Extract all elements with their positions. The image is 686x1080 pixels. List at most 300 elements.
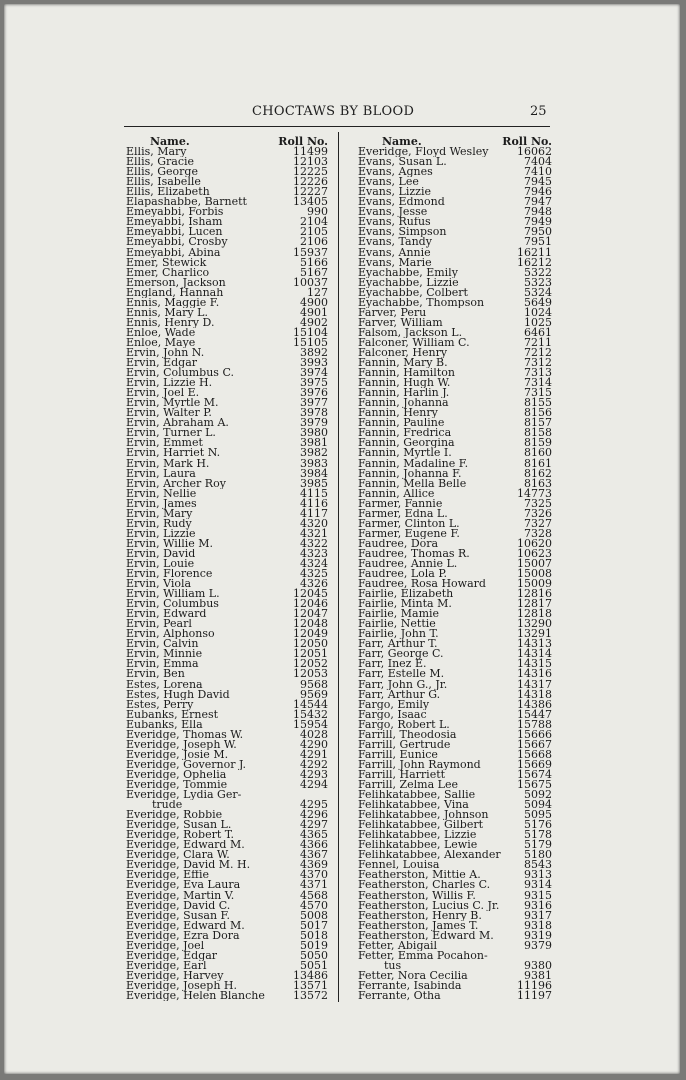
entry-roll-number: 4901 — [300, 305, 328, 319]
entry-name: Fetter, Nora Cecilia — [358, 970, 468, 981]
entry-name: Evans, Edmond — [358, 197, 445, 208]
entry-roll-number: 12050 — [293, 637, 328, 651]
entry-name: Ervin, Alphonso — [126, 629, 215, 640]
roll-entry — [358, 335, 552, 349]
roll-entry — [358, 466, 552, 480]
entry-roll-number: 3981 — [300, 436, 328, 450]
entry-name: Fannin, Harlin J. — [358, 388, 450, 399]
roll-entry — [126, 938, 328, 952]
entry-name: Everidge, Clara W. — [126, 850, 230, 861]
entry-name: Fannin, Henry — [358, 408, 438, 419]
entry-name: Fannin, Johanna — [358, 398, 449, 409]
entry-roll-number: 5179 — [524, 838, 552, 852]
entry-roll-number: 14386 — [517, 697, 552, 711]
entry-name: Farrill, Gertrude — [358, 739, 451, 750]
entry-name: Ervin, Edgar — [126, 358, 198, 369]
entry-name: Estes, Lorena — [126, 679, 203, 690]
roll-entry — [126, 747, 328, 761]
entry-name: Ervin, Lizzie — [126, 528, 196, 539]
entry-name: Farrill, Eunice — [358, 749, 438, 760]
roll-entry — [358, 918, 552, 932]
column-divider — [338, 132, 339, 1002]
entry-roll-number: 5178 — [524, 828, 552, 842]
entry-roll-number: 8157 — [524, 416, 552, 430]
entry-name: Fannin, Mary B. — [358, 358, 448, 369]
roll-entry — [126, 810, 328, 820]
roll-entry — [358, 810, 552, 820]
entry-name: Felihkatabbee, Lewie — [358, 840, 478, 851]
entry-roll-number: 1025 — [524, 315, 552, 329]
entry-name: Fannin, Johanna F. — [358, 468, 462, 479]
entry-roll-number: 2105 — [300, 225, 328, 239]
roll-entry — [358, 217, 552, 227]
roll-entry — [126, 448, 328, 458]
entry-name: Ennis, Maggie F. — [126, 297, 220, 308]
entry-roll-number: 14316 — [517, 667, 552, 681]
entry-roll-number: 8161 — [524, 456, 552, 470]
entry-roll-number: 5324 — [524, 285, 552, 299]
entry-roll-number: 15937 — [293, 245, 328, 259]
entry-roll-number: 4117 — [300, 506, 328, 520]
entry-name: Ervin, Columbus C. — [126, 368, 234, 379]
entry-name: Everidge, Edgar — [126, 950, 218, 961]
entry-roll-number: 4366 — [300, 838, 328, 852]
entry-roll-number: 15788 — [517, 717, 552, 731]
entry-roll-number: 4028 — [300, 727, 328, 741]
entry-roll-number: 12226 — [293, 175, 328, 189]
entry-name: Everidge, Joseph W. — [126, 739, 237, 750]
entry-name: Estes, Perry — [126, 699, 194, 710]
entry-name: Evans, Rufus — [358, 217, 431, 228]
roll-entry — [358, 147, 552, 157]
entry-roll-number: 12047 — [293, 607, 328, 621]
roll-entry — [126, 506, 328, 520]
roll-entry — [358, 345, 552, 359]
roll-entry — [126, 988, 328, 1002]
entry-name: Felihkatabbee, Gilbert — [358, 820, 484, 831]
entry-name: Ervin, Walter P. — [126, 408, 212, 419]
entry-roll-number: 15432 — [293, 707, 328, 721]
entry-name: Fannin, Allice — [358, 488, 435, 499]
roll-entry — [126, 217, 328, 227]
entry-name: Ervin, Willie M. — [126, 538, 214, 549]
entry-name: Faudree, Lola P. — [358, 569, 448, 580]
entry-roll-number: 15007 — [517, 556, 552, 570]
entry-roll-number: 13572 — [293, 988, 328, 1002]
entry-name: Ferrante, Otha — [358, 990, 441, 1002]
entry-name: Ennis, Mary L. — [126, 307, 208, 318]
entry-name: Eyachabbe, Thompson — [358, 297, 485, 308]
entry-roll-number: 7315 — [524, 386, 552, 400]
entry-roll-number: 7328 — [524, 526, 552, 540]
entry-roll-number: 2106 — [300, 235, 328, 249]
entry-roll-number: 7312 — [524, 356, 552, 370]
header-rule — [124, 126, 550, 127]
roll-entry — [126, 398, 328, 408]
entry-roll-number: 3977 — [300, 396, 328, 410]
roll-entry — [126, 800, 328, 810]
roll-entry — [126, 476, 328, 490]
entry-name: Eyachabbe, Emily — [358, 267, 458, 278]
entry-roll-number: 12225 — [293, 165, 328, 179]
entry-name: Faudree, Thomas R. — [358, 548, 470, 559]
entry-roll-number: 12227 — [293, 185, 328, 199]
entry-roll-number: 7314 — [524, 376, 552, 390]
roll-entry — [126, 757, 328, 771]
entry-name: tus — [384, 960, 402, 971]
roll-entry — [358, 496, 552, 510]
entry-roll-number: 15669 — [517, 757, 552, 771]
entry-name: Ellis, Elizabeth — [126, 187, 210, 198]
roll-entry — [126, 345, 328, 359]
entry-name: Ervin, Edward — [126, 609, 207, 620]
roll-entry — [358, 325, 552, 339]
entry-roll-number: 3979 — [300, 416, 328, 430]
entry-roll-number: 4291 — [300, 747, 328, 761]
entry-name: Ellis, Isabelle — [126, 177, 201, 188]
entry-name: Everidge, Lydia Ger- — [126, 790, 242, 801]
entry-name: Everidge, Robbie — [126, 810, 223, 821]
entry-roll-number: 10623 — [517, 546, 552, 560]
entry-roll-number: 4370 — [300, 868, 328, 882]
roll-entry — [358, 516, 552, 530]
entry-roll-number: 4900 — [300, 295, 328, 309]
roll-entry — [358, 951, 552, 961]
entry-roll-number: 8156 — [524, 406, 552, 420]
roll-entry — [126, 677, 328, 691]
roll-entry — [126, 569, 328, 579]
entry-name: Everidge, Susan F. — [126, 910, 230, 921]
entry-roll-number: 7410 — [524, 165, 552, 179]
entry-roll-number: 7947 — [524, 195, 552, 209]
roll-entry — [358, 315, 552, 329]
entry-name: Everidge, Martin V. — [126, 890, 235, 901]
entry-name: Emeyabbi, Abina — [126, 247, 221, 258]
roll-entry — [126, 456, 328, 470]
entry-roll-number: 9315 — [524, 888, 552, 902]
roll-entry — [126, 516, 328, 530]
entry-name: Ervin, Louie — [126, 558, 195, 570]
entry-name: Featherston, Charles C. — [358, 880, 491, 891]
entry-name: Farr, Arthur T. — [358, 639, 438, 650]
entry-roll-number: 3993 — [300, 356, 328, 370]
entry-name: Everidge, Earl — [126, 960, 207, 971]
entry-name: Fannin, Georgina — [358, 438, 455, 449]
entry-name: Emeyabbi, Isham — [126, 217, 223, 228]
entry-roll-number: 12052 — [293, 657, 328, 671]
entry-roll-number: 15675 — [517, 778, 552, 791]
entry-name: Farrill, John Raymond — [358, 759, 481, 770]
entry-name: Ervin, Minnie — [126, 649, 203, 660]
roll-entry — [358, 908, 552, 922]
entry-name: Farr, Arthur G. — [358, 689, 441, 700]
entry-name: Fargo, Emily — [358, 699, 430, 710]
entry-name: Fargo, Isaac — [358, 709, 427, 720]
roll-entry — [358, 438, 552, 448]
entry-roll-number: 5166 — [300, 255, 328, 269]
entry-name: Fairlie, Minta M. — [358, 599, 452, 610]
document-page — [4, 4, 680, 1074]
entry-name: Emeyabbi, Forbis — [126, 207, 224, 218]
entry-name: Everidge, David C. — [126, 900, 231, 911]
entry-name: Ervin, Abraham A. — [126, 418, 229, 429]
roll-entry — [358, 958, 552, 972]
entry-name: Farrill, Zelma Lee — [358, 780, 458, 791]
entry-roll-number: 5649 — [524, 295, 552, 309]
right-column — [358, 137, 552, 1001]
entry-roll-number: 15105 — [293, 335, 328, 349]
entry-roll-number: 4116 — [300, 496, 328, 510]
roll-entry — [358, 938, 552, 952]
entry-roll-number: 4324 — [300, 556, 328, 570]
entry-roll-number: 16212 — [517, 255, 552, 269]
roll-entry — [126, 767, 328, 781]
roll-entry — [126, 305, 328, 319]
entry-name: Ervin, Emma — [126, 659, 199, 670]
entry-roll-number: 4321 — [300, 526, 328, 540]
entry-roll-number: 16211 — [517, 245, 552, 259]
entry-name: Felihkatabbee, Vina — [358, 800, 469, 811]
entry-roll-number: 13290 — [517, 617, 552, 631]
entry-roll-number: 15104 — [293, 325, 328, 339]
entry-name: Fannin, Fredrica — [358, 428, 452, 439]
entry-name: Farrill, Harriett — [358, 769, 446, 780]
roll-entry — [358, 418, 552, 428]
entry-roll-number: 3975 — [300, 376, 328, 390]
roll-entry — [358, 227, 552, 237]
entry-name: Eubanks, Ella — [126, 719, 203, 730]
entry-name: Farr, George C. — [358, 649, 444, 660]
entry-name: Ervin, Columbus — [126, 599, 219, 610]
entry-roll-number: 9316 — [524, 898, 552, 912]
entry-roll-number: 5176 — [524, 818, 552, 832]
entry-name: Felihkatabbee, Johnson — [358, 810, 489, 821]
entry-roll-number: 12046 — [293, 597, 328, 611]
entry-name: Ervin, Pearl — [126, 619, 192, 630]
entry-name: Ervin, Viola — [126, 579, 192, 590]
entry-roll-number: 6461 — [524, 325, 552, 339]
roll-entry — [126, 870, 328, 880]
entry-roll-number: 15674 — [517, 767, 552, 781]
entry-roll-number: 3978 — [300, 406, 328, 420]
entry-roll-number: 3984 — [300, 466, 328, 480]
roll-entry — [358, 255, 552, 269]
roll-entry — [126, 850, 328, 860]
entry-roll-number: 5167 — [300, 265, 328, 279]
entry-name: Felihkatabbee, Lizzie — [358, 830, 477, 841]
page-title: CHOCTAWS BY BLOOD — [252, 104, 415, 119]
entry-roll-number: 5094 — [524, 798, 552, 812]
roll-entry — [126, 388, 328, 398]
entry-roll-number: 12103 — [293, 155, 328, 169]
entry-roll-number: 5008 — [300, 908, 328, 922]
entry-roll-number: 14314 — [517, 647, 552, 661]
entry-name: Farr, Inez E. — [358, 659, 427, 670]
roll-entry — [358, 780, 552, 790]
roll-entry — [126, 737, 328, 751]
roll-entry — [358, 448, 552, 458]
page-number: 25 — [530, 104, 547, 119]
roll-entry — [126, 197, 328, 207]
entry-roll-number: 4365 — [300, 828, 328, 842]
entry-roll-number: 9317 — [524, 908, 552, 922]
entry-name: Farver, Peru — [358, 307, 427, 318]
roll-entry — [126, 546, 328, 560]
entry-roll-number: 5018 — [300, 928, 328, 942]
entry-name: Ervin, Rudy — [126, 518, 192, 529]
roll-entry — [358, 378, 552, 388]
roll-entry — [358, 840, 552, 850]
roll-entry — [126, 335, 328, 349]
entry-roll-number: 1024 — [524, 305, 552, 319]
roll-entry — [358, 358, 552, 368]
entry-name: Felihkatabbee, Sallie — [358, 790, 476, 801]
entry-name: Everidge, Josie M. — [126, 749, 229, 760]
roll-entry — [358, 880, 552, 890]
entry-name: trude — [152, 800, 183, 811]
entry-name: Enloe, Maye — [126, 337, 196, 348]
entry-name: Fairlie, Elizabeth — [358, 589, 454, 600]
entry-roll-number: 13405 — [293, 195, 328, 209]
roll-entry — [126, 908, 328, 922]
entry-name: Ellis, George — [126, 167, 198, 178]
roll-entry — [358, 870, 552, 880]
roll-entry — [126, 860, 328, 870]
entry-name: Fetter, Abigail — [358, 940, 438, 951]
entry-name: Ervin, William L. — [126, 589, 220, 600]
roll-entry — [358, 167, 552, 177]
entry-roll-number: 4323 — [300, 546, 328, 560]
entry-roll-number: 10037 — [293, 275, 328, 289]
roll-entry — [126, 285, 328, 299]
entry-name: Fannin, Hamilton — [358, 368, 455, 379]
roll-entry — [126, 496, 328, 510]
entry-roll-number: 4325 — [300, 567, 328, 581]
entry-roll-number: 14544 — [293, 697, 328, 711]
entry-name: Emer, Charlico — [126, 267, 210, 278]
entry-roll-number: 12818 — [517, 607, 552, 621]
roll-header: Roll No. — [278, 135, 328, 148]
entry-roll-number: 3982 — [300, 446, 328, 460]
roll-entry — [126, 780, 328, 790]
roll-entry — [358, 398, 552, 408]
roll-entry — [126, 486, 328, 500]
entry-roll-number: 10620 — [517, 536, 552, 550]
entry-roll-number: 9379 — [524, 938, 552, 952]
entry-roll-number: 16062 — [517, 145, 552, 159]
entry-roll-number: 5323 — [524, 275, 552, 289]
entry-roll-number: 15447 — [517, 707, 552, 721]
entry-roll-number: 127 — [307, 285, 328, 299]
entry-name: Everidge, Edward M. — [126, 840, 245, 851]
entry-roll-number: 7946 — [524, 185, 552, 199]
roll-entry — [126, 275, 328, 289]
entry-roll-number: 3892 — [300, 345, 328, 359]
entry-name: Featherston, Lucius C. Jr. — [358, 900, 500, 911]
entry-name: Evans, Tandy — [358, 237, 432, 248]
entry-roll-number: 7327 — [524, 516, 552, 530]
entry-name: Featherston, Mittie A. — [358, 870, 481, 881]
roll-entry — [126, 880, 328, 890]
roll-entry — [126, 526, 328, 540]
roll-entry — [358, 860, 552, 870]
entry-name: Fannin, Madaline F. — [358, 458, 469, 469]
entry-name: Fetter, Emma Pocahon- — [358, 950, 488, 961]
entry-roll-number: 13486 — [293, 968, 328, 982]
entry-name: Evans, Lee — [358, 177, 419, 188]
entry-roll-number: 3983 — [300, 456, 328, 470]
entry-name: Evans, Marie — [358, 257, 432, 268]
roll-entry — [126, 428, 328, 438]
entry-roll-number: 9313 — [524, 868, 552, 882]
roll-entry — [126, 536, 328, 550]
entry-roll-number: 5180 — [524, 848, 552, 862]
entry-name: Faudree, Rosa Howard — [358, 579, 486, 590]
roll-entry — [358, 177, 552, 187]
entry-name: Elapashabbe, Barnett — [126, 197, 247, 208]
name-header: Name. — [150, 137, 190, 148]
roll-entry — [126, 358, 328, 368]
left-column — [126, 137, 328, 1001]
entry-name: Everidge, Floyd Wesley — [358, 147, 489, 158]
roll-entry — [126, 227, 328, 237]
entry-name: Ferrante, Isabinda — [358, 980, 462, 991]
entry-roll-number: 14773 — [517, 486, 552, 500]
entry-name: Emerson, Jackson — [126, 277, 226, 288]
roll-entry — [358, 207, 552, 217]
entry-roll-number: 12048 — [293, 617, 328, 631]
roll-entry — [358, 888, 552, 902]
entry-name: Felihkatabbee, Alexander — [358, 850, 501, 861]
roll-entry — [358, 408, 552, 418]
entry-name: Ervin, Ben — [126, 669, 185, 680]
entry-name: Everidge, Helen Blanche — [126, 990, 265, 1002]
entry-name: Ennis, Henry D. — [126, 317, 215, 328]
roll-entry — [358, 197, 552, 207]
roll-entry — [126, 245, 328, 259]
roll-entry — [126, 717, 328, 731]
entry-name: Falconer, Henry — [358, 347, 448, 359]
entry-name: Eubanks, Ernest — [126, 709, 219, 720]
entry-name: England, Hannah — [126, 287, 224, 298]
entry-name: Featherston, Edward M. — [358, 930, 494, 941]
entry-roll-number: 9314 — [524, 878, 552, 892]
entry-name: Evans, Agnes — [358, 167, 433, 178]
entry-name: Farmer, Fannie — [358, 498, 443, 509]
roll-entry — [126, 840, 328, 850]
entry-name: Fairlie, Mamie — [358, 609, 440, 620]
entry-roll-number: 7949 — [524, 215, 552, 229]
entry-name: Fargo, Robert L. — [358, 719, 450, 730]
entry-name: Fairlie, Nettie — [358, 619, 436, 630]
entry-roll-number: 9381 — [524, 968, 552, 982]
entry-name: Ervin, Florence — [126, 569, 213, 580]
entry-roll-number: 9380 — [524, 958, 552, 972]
entry-roll-number: 4367 — [300, 848, 328, 862]
entry-name: Everidge, Eva Laura — [126, 880, 241, 891]
roll-entry — [126, 408, 328, 418]
roll-entry — [358, 275, 552, 289]
entry-name: Fannin, Pauline — [358, 418, 445, 429]
entry-name: Estes, Hugh David — [126, 689, 230, 700]
entry-roll-number: 11197 — [517, 988, 552, 1002]
entry-name: Evans, Simpson — [358, 227, 447, 238]
entry-roll-number: 8162 — [524, 466, 552, 480]
entry-name: Everidge, Ezra Dora — [126, 930, 240, 941]
entry-roll-number: 4296 — [300, 808, 328, 822]
entry-name: Falsom, Jackson L. — [358, 327, 463, 338]
entry-name: Ellis, Mary — [126, 147, 187, 158]
